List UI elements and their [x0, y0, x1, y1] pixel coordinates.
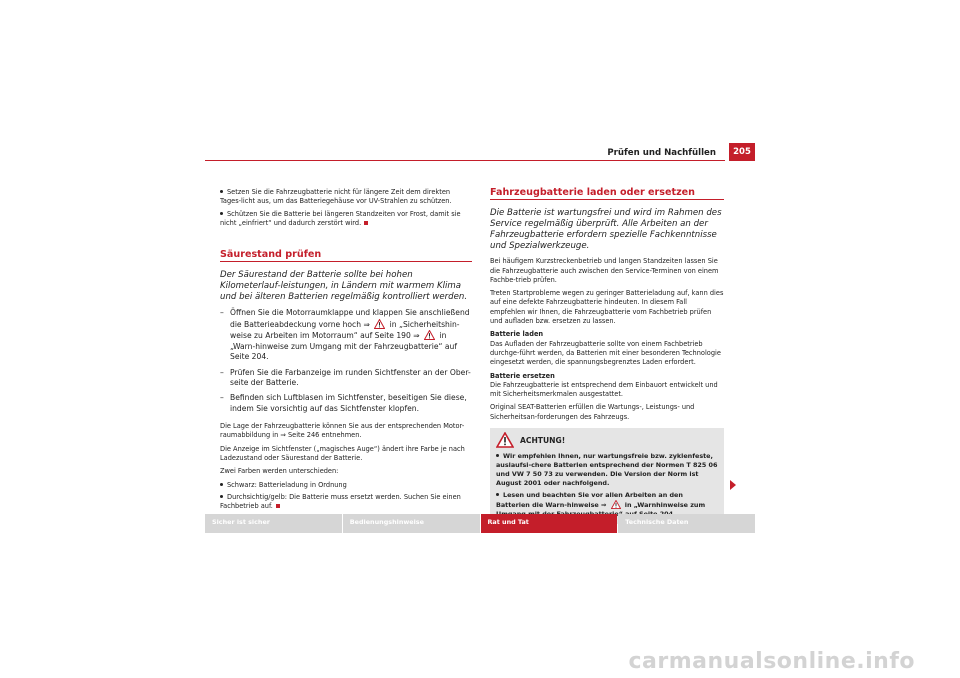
bullet-icon — [220, 212, 223, 215]
header-rule — [205, 160, 725, 161]
warning-icon — [496, 432, 514, 448]
paragraph: Das Aufladen der Fahrzeugbatterie sollte von einem Fachbetrieb durchge-führt werden, da Batterien mit einer besonderen Technologie eingesetzt werden, die spannungsbegrenztes Laden erfordert. — [490, 339, 721, 367]
subheading: Batterie laden — [490, 330, 544, 339]
warning-box — [490, 428, 724, 524]
tab-technische-daten[interactable]: Technische Daten — [618, 514, 755, 533]
section-title-batterie-laden: Fahrzeugbatterie laden oder ersetzen — [490, 188, 724, 200]
section-lead: Der Säurestand der Batterie sollte bei hohen Kilometerlauf-leistungen, in Ländern mit warmem Klima und bei älteren Batterien regelmäßig kontrolliert werden. — [220, 270, 468, 303]
tab-bedienungshinweise[interactable]: Bedienungshinweise — [343, 514, 480, 533]
instruction-step: – Öffnen Sie die Motorraumklappe und klappen Sie anschließend die Batterieabdeckung vorne hoch ⇒ in „Sicherheitshin-weise zu Arbeiten im Motorraum“ auf Seite 190 ⇒ in „Warn-hinweise zum Umgang mit der Fahrzeugbatterie“ auf Seite 204. — [220, 308, 470, 362]
section-title-saeurestand: Säurestand prüfen — [220, 250, 472, 262]
bullet-icon — [496, 493, 499, 496]
list-item: Schwarz: Batterieladung in Ordnung — [220, 481, 472, 490]
watermark: carmanualsonline.info — [628, 649, 915, 674]
paragraph: Original SEAT-Batterien erfüllen die Wartungs-, Leistungs- und Sicherheitsan-forderungen des Fahrzeugs. — [490, 403, 695, 421]
warning-icon[interactable] — [374, 319, 385, 329]
paragraph: Bei häufigem Kurzstreckenbetrieb und langen Standzeiten lassen Sie die Fahrzeugbatterie auch zwischen den Service-Terminen von einem Fachbe-trieb prüfen. — [490, 257, 719, 284]
section-end-icon — [364, 221, 368, 225]
warning-icon[interactable] — [424, 330, 435, 340]
bullet-icon — [220, 495, 223, 498]
page-number: 205 — [729, 143, 755, 161]
warning-title: ACHTUNG! — [520, 435, 566, 445]
footer-nav — [205, 514, 755, 533]
subheading: Batterie ersetzen — [490, 371, 555, 380]
bullet-icon — [220, 190, 223, 193]
right-column — [490, 188, 724, 524]
warning-icon[interactable] — [611, 500, 621, 509]
bullet-icon — [496, 454, 499, 457]
instruction-step: – Befinden sich Luftblasen im Sichtfenster, beseitigen Sie diese, indem Sie vorsichtig auf das Sichtfenster klopfen. — [220, 393, 467, 413]
list-item: Lesen und beachten Sie vor allen Arbeiten an den Batterien die Warn-hinweise ⇒ in „Warnhinweise zum — [496, 491, 706, 510]
left-column — [220, 188, 472, 515]
instruction-step: – Prüfen Sie die Farbanzeige im runden Sichtfenster an der Ober-seite der Batterie. — [220, 367, 471, 387]
continue-arrow-icon — [730, 480, 736, 490]
paragraph: Zwei Farben werden unterschieden: — [220, 467, 339, 476]
bullet-icon — [220, 483, 223, 486]
paragraph: Treten Startprobleme wegen zu geringer Batterieladung auf, kann dies auf eine defekte Fahrzeugbatterie hindeuten. In diesem Fall empfehlen wir Ihnen, die Fahrzeugbatterie vom Fachbetrieb prüfen und aufladen bzw. ersetzen zu lassen. — [490, 289, 724, 326]
section-lead: Die Batterie ist wartungsfrei und wird im Rahmen des Service regelmäßig überprüft. Alle Arbeiten an der Fahrzeugbatterie erfordern spezielle Fachkenntnisse und Spezialwerkzeuge. — [490, 208, 722, 252]
tab-sicher-ist-sicher[interactable]: Sicher ist sicher — [205, 514, 342, 533]
list-item: Schützen Sie die Batterie bei längeren Standzeiten vor Frost, damit sie nicht „einfriert“ und dadurch zerstört wird. — [220, 209, 461, 227]
warning-header — [496, 432, 718, 448]
list-item: Wir empfehlen Ihnen, nur wartungsfreie bzw. zyklenfeste, auslaufsi-chere Batterien entsprechend der Normen T 825 06 und VW 7 50 73 zu verwenden. Die Version der Norm ist August 2001 oder nachfolgend. — [496, 452, 718, 488]
section-end-icon — [276, 504, 280, 508]
list-item: Durchsichtig/gelb: Die Batterie muss ersetzt werden. Suchen Sie einen Fachbetrieb auf. — [220, 492, 461, 511]
list-item: Setzen Sie die Fahrzeugbatterie nicht für längere Zeit dem direkten Tages-licht aus, um das Batteriegehäuse vor UV-Strahlen zu schützen. — [220, 188, 452, 206]
paragraph: Die Fahrzeugbatterie ist entsprechend dem Einbauort entwickelt und mit Sicherheitsmerkmalen ausgestattet. — [490, 380, 718, 399]
running-header: Prüfen und Nachfüllen — [607, 148, 716, 158]
tab-rat-und-tat[interactable]: Rat und Tat — [481, 514, 618, 533]
paragraph: Die Lage der Fahrzeugbatterie können Sie aus der entsprechenden Motor-raumabbildung in ⇒ Seite 246 entnehmen. — [220, 422, 465, 440]
paragraph: Die Anzeige im Sichtfenster („magisches Auge“) ändert ihre Farbe je nach Ladezustand oder Säurestand der Batterie. — [220, 444, 465, 463]
